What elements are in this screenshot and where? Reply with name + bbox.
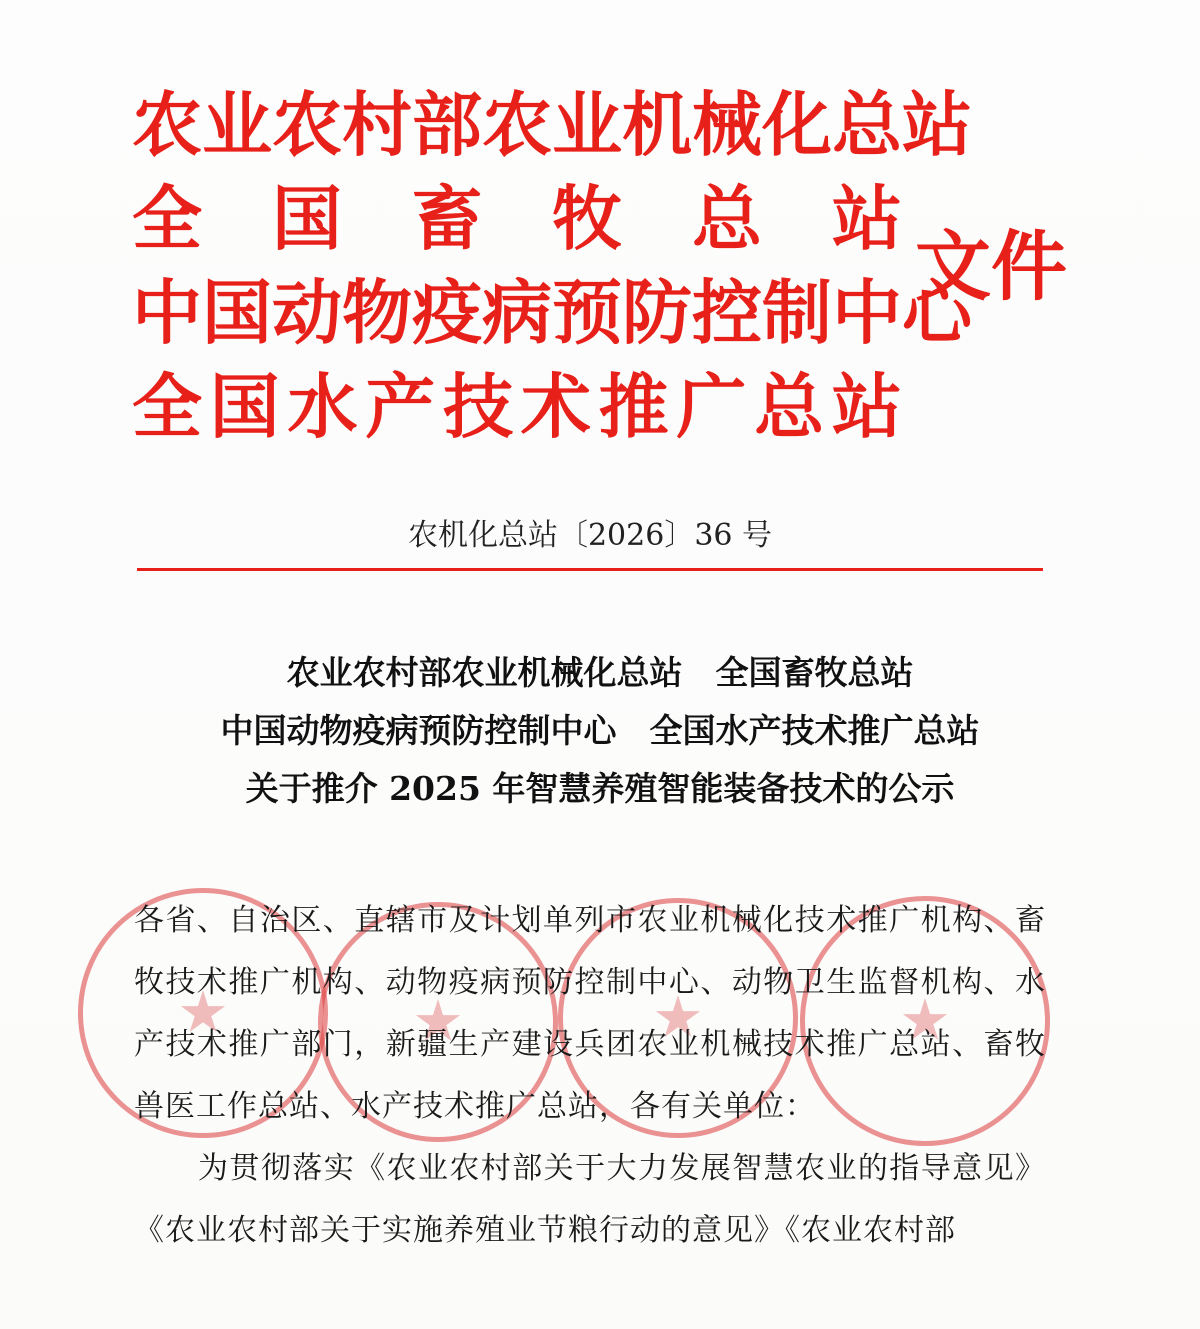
- title-line-2: 中国动物疫病预防控制中心 全国水产技术推广总站: [220, 711, 980, 750]
- title-line-1: 农业农村部农业机械化总站 全国畜牧总站: [286, 653, 914, 692]
- issuer-segment: 广: [676, 366, 747, 448]
- document-number: 农机化总站〔2026〕36 号: [407, 518, 773, 553]
- body-paragraph-1: 为贯彻落实《农业农村部关于大力发展智慧农业的指导意见》《农业农村部关于实施养殖业节粮行动的意见》《农业农村部: [134, 1151, 1046, 1248]
- issuer-segment: 术: [520, 366, 591, 448]
- issuer-segment: 畜: [412, 178, 482, 260]
- issuer-segment: 产: [365, 366, 436, 448]
- issuer-line-4: [132, 360, 902, 454]
- issuer-list: [132, 78, 972, 454]
- issuer-segment: 总: [692, 178, 762, 260]
- issuer-segment: 站: [831, 366, 902, 448]
- red-divider-line: [137, 568, 1043, 571]
- issuer-line-2: [132, 172, 902, 266]
- issuer-line-1: [132, 78, 972, 172]
- salutation: 各省、自治区、直辖市及计划单列市农业机械化技术推广机构、畜牧技术推广机构、动物疫病预防控制中心、动物卫生监督机构、水产技术推广部门，新疆生产建设兵团农业机械技术推广总站、畜牧兽医工作总站、水产技术推广总站，各有关单位：: [134, 903, 1046, 1124]
- issuer-segment: 农业农村部农业机械化总站: [132, 84, 972, 166]
- document-body: [134, 890, 1046, 1262]
- issuer-segment: 全: [132, 178, 202, 260]
- issuer-segment: 国: [272, 178, 342, 260]
- issuer-segment: 中国动物疫病预防控制中心: [132, 272, 972, 354]
- issuer-segment: 技: [443, 366, 514, 448]
- issuer-segment: 牧: [552, 178, 622, 260]
- issuer-segment: 总: [754, 366, 825, 448]
- notice-title: [100, 644, 1100, 818]
- issuer-segment: 全: [132, 366, 202, 448]
- document-type-label: 文件: [915, 222, 1067, 311]
- issuer-segment: 站: [832, 178, 902, 260]
- issuer-line-3: [132, 266, 972, 360]
- issuer-segment: 国: [209, 366, 280, 448]
- issuer-segment: 水: [287, 366, 358, 448]
- title-line-3: 关于推介 2025 年智慧养殖智能装备技术的公示: [245, 769, 955, 808]
- issuer-segment: 推: [598, 366, 669, 448]
